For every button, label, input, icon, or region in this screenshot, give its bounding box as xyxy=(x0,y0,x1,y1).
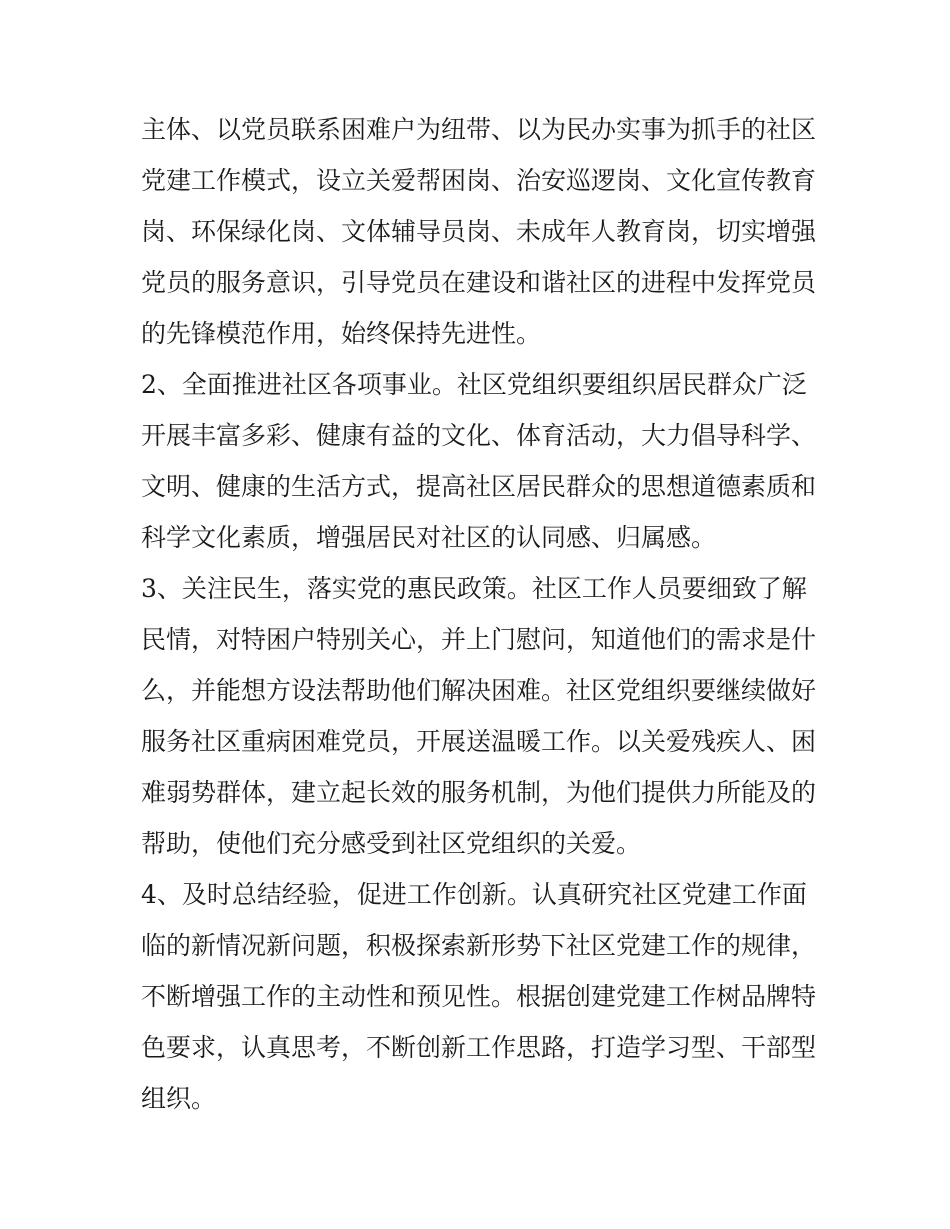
text-line: 3、关注民生，落实党的惠民政策。社区工作人员要细致了解 xyxy=(141,574,807,603)
text-line: 色要求，认真思考，不断创新工作思路，打造学习型、干部型 xyxy=(141,1033,817,1062)
text-line: 组织。 xyxy=(141,1084,217,1113)
text-line: 岗、环保绿化岗、文体辅导员岗、未成年人教育岗，切实增强 xyxy=(141,217,817,246)
text-line: 开展丰富多彩、健康有益的文化、体育活动，大力倡导科学、 xyxy=(141,421,817,450)
text-line: 的先锋模范作用，始终保持先进性。 xyxy=(141,319,542,348)
document-body xyxy=(141,104,831,1124)
text-line: 文明、健康的生活方式，提高社区居民群众的思想道德素质和 xyxy=(141,472,817,501)
text-line: 临的新情况新问题，积极探索新形势下社区党建工作的规律， xyxy=(141,931,817,960)
text-line: 2、全面推进社区各项事业。社区党组织要组织居民群众广泛 xyxy=(141,370,807,399)
text-line: 党员的服务意识，引导党员在建设和谐社区的进程中发挥党员 xyxy=(141,268,817,297)
text-line: 难弱势群体，建立起长效的服务机制，为他们提供力所能及的 xyxy=(141,778,817,807)
text-line: 服务社区重病困难党员，开展送温暖工作。以关爱残疾人、困 xyxy=(141,727,817,756)
text-line: 4、及时总结经验，促进工作创新。认真研究社区党建工作面 xyxy=(141,880,807,909)
text-line: 主体、以党员联系困难户为纽带、以为民办实事为抓手的社区 xyxy=(141,115,817,144)
text-line: 么，并能想方设法帮助他们解决困难。社区党组织要继续做好 xyxy=(141,676,817,705)
text-line: 民情，对特困户特别关心，并上门慰问，知道他们的需求是什 xyxy=(141,625,817,654)
text-line: 党建工作模式，设立关爱帮困岗、治安巡逻岗、文化宣传教育 xyxy=(141,166,817,195)
text-line: 不断增强工作的主动性和预见性。根据创建党建工作树品牌特 xyxy=(141,982,817,1011)
text-line: 科学文化素质，增强居民对社区的认同感、归属感。 xyxy=(141,523,717,552)
text-line: 帮助，使他们充分感受到社区党组织的关爱。 xyxy=(141,829,642,858)
